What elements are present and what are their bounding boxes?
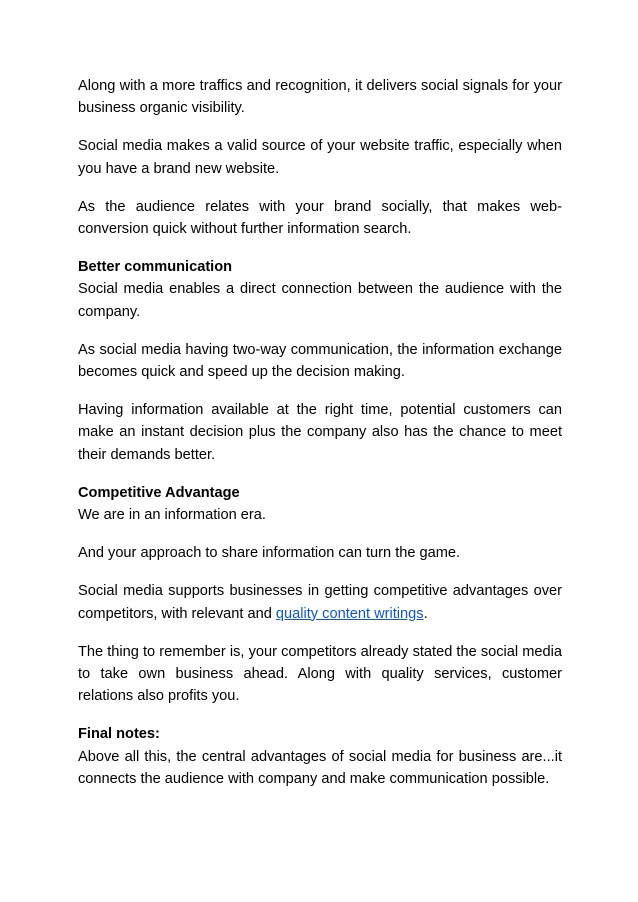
final-notes-section: [78, 723, 562, 790]
better-communication-section: [78, 256, 562, 323]
paragraph-text-end: .: [423, 605, 428, 622]
competitive-advantage-paragraph-3: The thing to remember is, your competitors already stated the social media to take own business ahead. Along with quality services, customer relations also profits you.: [78, 643, 562, 705]
better-communication-paragraph-2: Having information available at the right time, potential customers can make an instant decision plus the company also has the chance to meet their demands better.: [78, 402, 562, 463]
competitive-advantage-lead: We are in an information era.: [78, 507, 266, 524]
competitive-advantage-paragraph-2: [78, 580, 562, 624]
final-notes-heading: Final notes:: [78, 726, 160, 743]
intro-paragraph-2: Social media makes a valid source of your website traffic, especially when you have a brand new website.: [78, 138, 562, 177]
paragraph-text: Social media supports businesses in getting competitive advantages over competitors, with relevant and: [78, 583, 562, 622]
final-notes-text: Above all this, the central advantages of social media for business are...it connects the audience with company and make communication possible.: [78, 748, 562, 787]
better-communication-heading: Better communication: [78, 259, 233, 276]
better-communication-paragraph-1: As social media having two-way communication, the information exchange becomes quick and speed up the decision making.: [78, 341, 562, 381]
better-communication-lead: Social media enables a direct connection between the audience with the company.: [78, 281, 562, 320]
intro-paragraph-1: Along with a more traffics and recognition, it delivers social signals for your business organic visibility.: [78, 78, 562, 117]
intro-paragraph-3: As the audience relates with your brand socially, that makes web-conversion quick without further information search.: [78, 198, 562, 238]
quality-content-writings-link[interactable]: quality content writings: [275, 605, 424, 622]
competitive-advantage-section: [78, 482, 562, 526]
competitive-advantage-paragraph-1: And your approach to share information can turn the game.: [78, 545, 461, 562]
competitive-advantage-heading: Competitive Advantage: [78, 484, 240, 501]
document-page: [78, 75, 562, 806]
